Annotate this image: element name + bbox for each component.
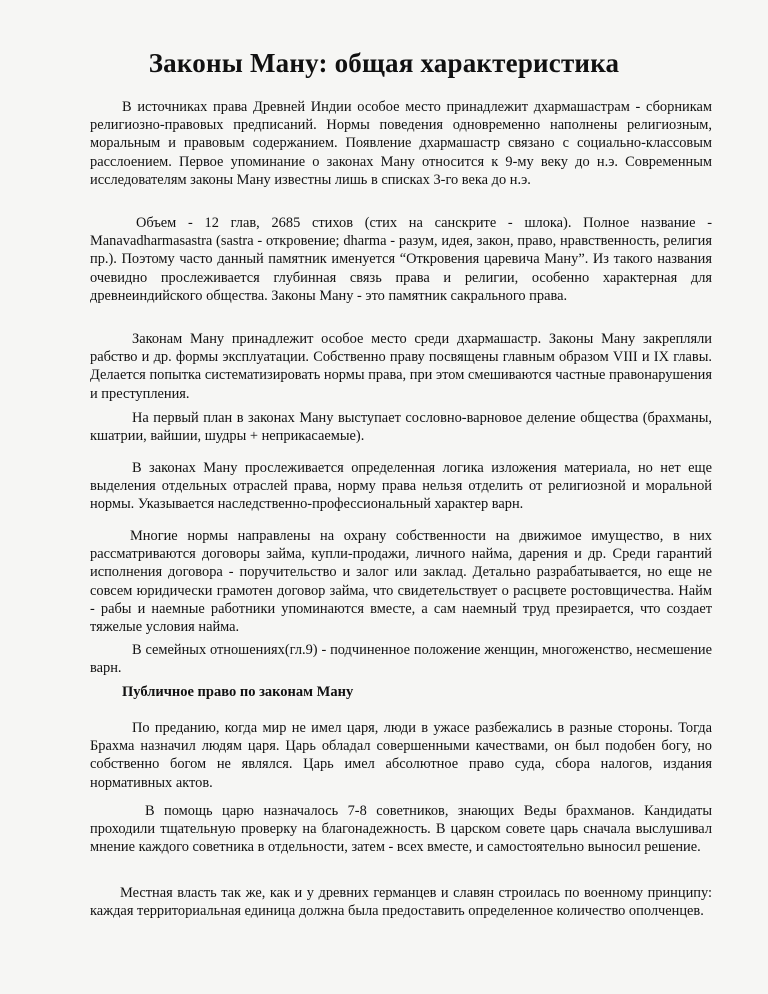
section-heading: Публичное право по законам Ману	[122, 684, 354, 700]
paragraph-place: Законам Ману принадлежит особое место среди дхармашастр. Законы Ману закрепляли рабство и др. формы эксплуатации. Собственно праву посвящены главным образом VIII и IX главы. Делается попытка систематизировать нормы права, при этом смешиваются частные правонарушения и преступления.	[90, 331, 712, 402]
paragraph-property: Многие нормы направлены на охрану собственности на движимое имущество, в них рассматриваются договоры займа, купли-продажи, личного найма, дарения и др. Среди гарантий исполнения договора - поручительство и залог или заклад. Детально разрабатывается, но еще не совсем юридически грамотен договор займа, что свидетельствует о расцвете ростовщичества. Найм - рабы и наемные работники упоминаются вместе, а сам наемный труд презирается, что создает тяжелые условия найма.	[90, 528, 712, 636]
paragraph-local-power: Местная власть так же, как и у древних германцев и славян строилась по военному принципу: каждая территориальная единица должна была предоставить определенное количество ополченцев.	[90, 885, 712, 920]
paragraph-varna-division: На первый план в законах Ману выступает сословно-варновое деление общества (брахманы, кшатрии, вайшии, шудры + неприкасаемые).	[90, 410, 712, 445]
paragraph-logic: В законах Ману прослеживается определенная логика изложения материала, но нет еще выделения отдельных отраслей права, норму права нельзя отделить от религиозной и моральной нормы. Указывается наследственно-профессиональный характер варн.	[90, 460, 712, 513]
paragraph-volume: Объем - 12 глав, 2685 стихов (стих на санскрите - шлока). Полное название - Manavadharmasastra (sastra - откровение; dharma - разум, идея, закон, право, нравственность, религия пр.). Поэтому часто данный памятник именуется “Откровения царевича Ману”. Из такого названия очевидно прослеживается глубинная связь права и религии, особенно характерная для древнеиндийского общества. Законы Ману - это памятник сакрального права.	[90, 215, 712, 304]
page-title: Законы Ману: общая характеристика	[148, 48, 620, 78]
paragraph-sources: В источниках права Древней Индии особое место принадлежит дхармашастрам - сборникам религиозно-правовых предписаний. Нормы поведения одновременно наполнены религиозным, моральным и правовым содержанием. Появление дхармашастр связано с социально-классовым расслоением. Первое упоминание о законах Ману относится к 9-му веку до н.э. Современным исследователям законы Ману известны лишь в списках 3-го века до н.э.	[90, 99, 712, 188]
paragraph-advisors: В помощь царю назначалось 7-8 советников, знающих Веды брахманов. Кандидаты проходили тщательную проверку на благонадежность. В царском совете царь сначала выслушивал мнение каждого советника в отдельности, затем - всех вместе, и самостоятельно выносил решение.	[90, 803, 712, 856]
paragraph-king: По преданию, когда мир не имел царя, люди в ужасе разбежались в разные стороны. Тогда Брахма назначил людям царя. Царь обладал совершенными качествами, он был подобен богу, но собственно богом не являлся. Царь имел абсолютное право суда, сбора налогов, издания нормативных актов.	[90, 720, 712, 791]
paragraph-family: В семейных отношениях(гл.9) - подчиненное положение женщин, многоженство, несмешение варн.	[90, 642, 712, 677]
